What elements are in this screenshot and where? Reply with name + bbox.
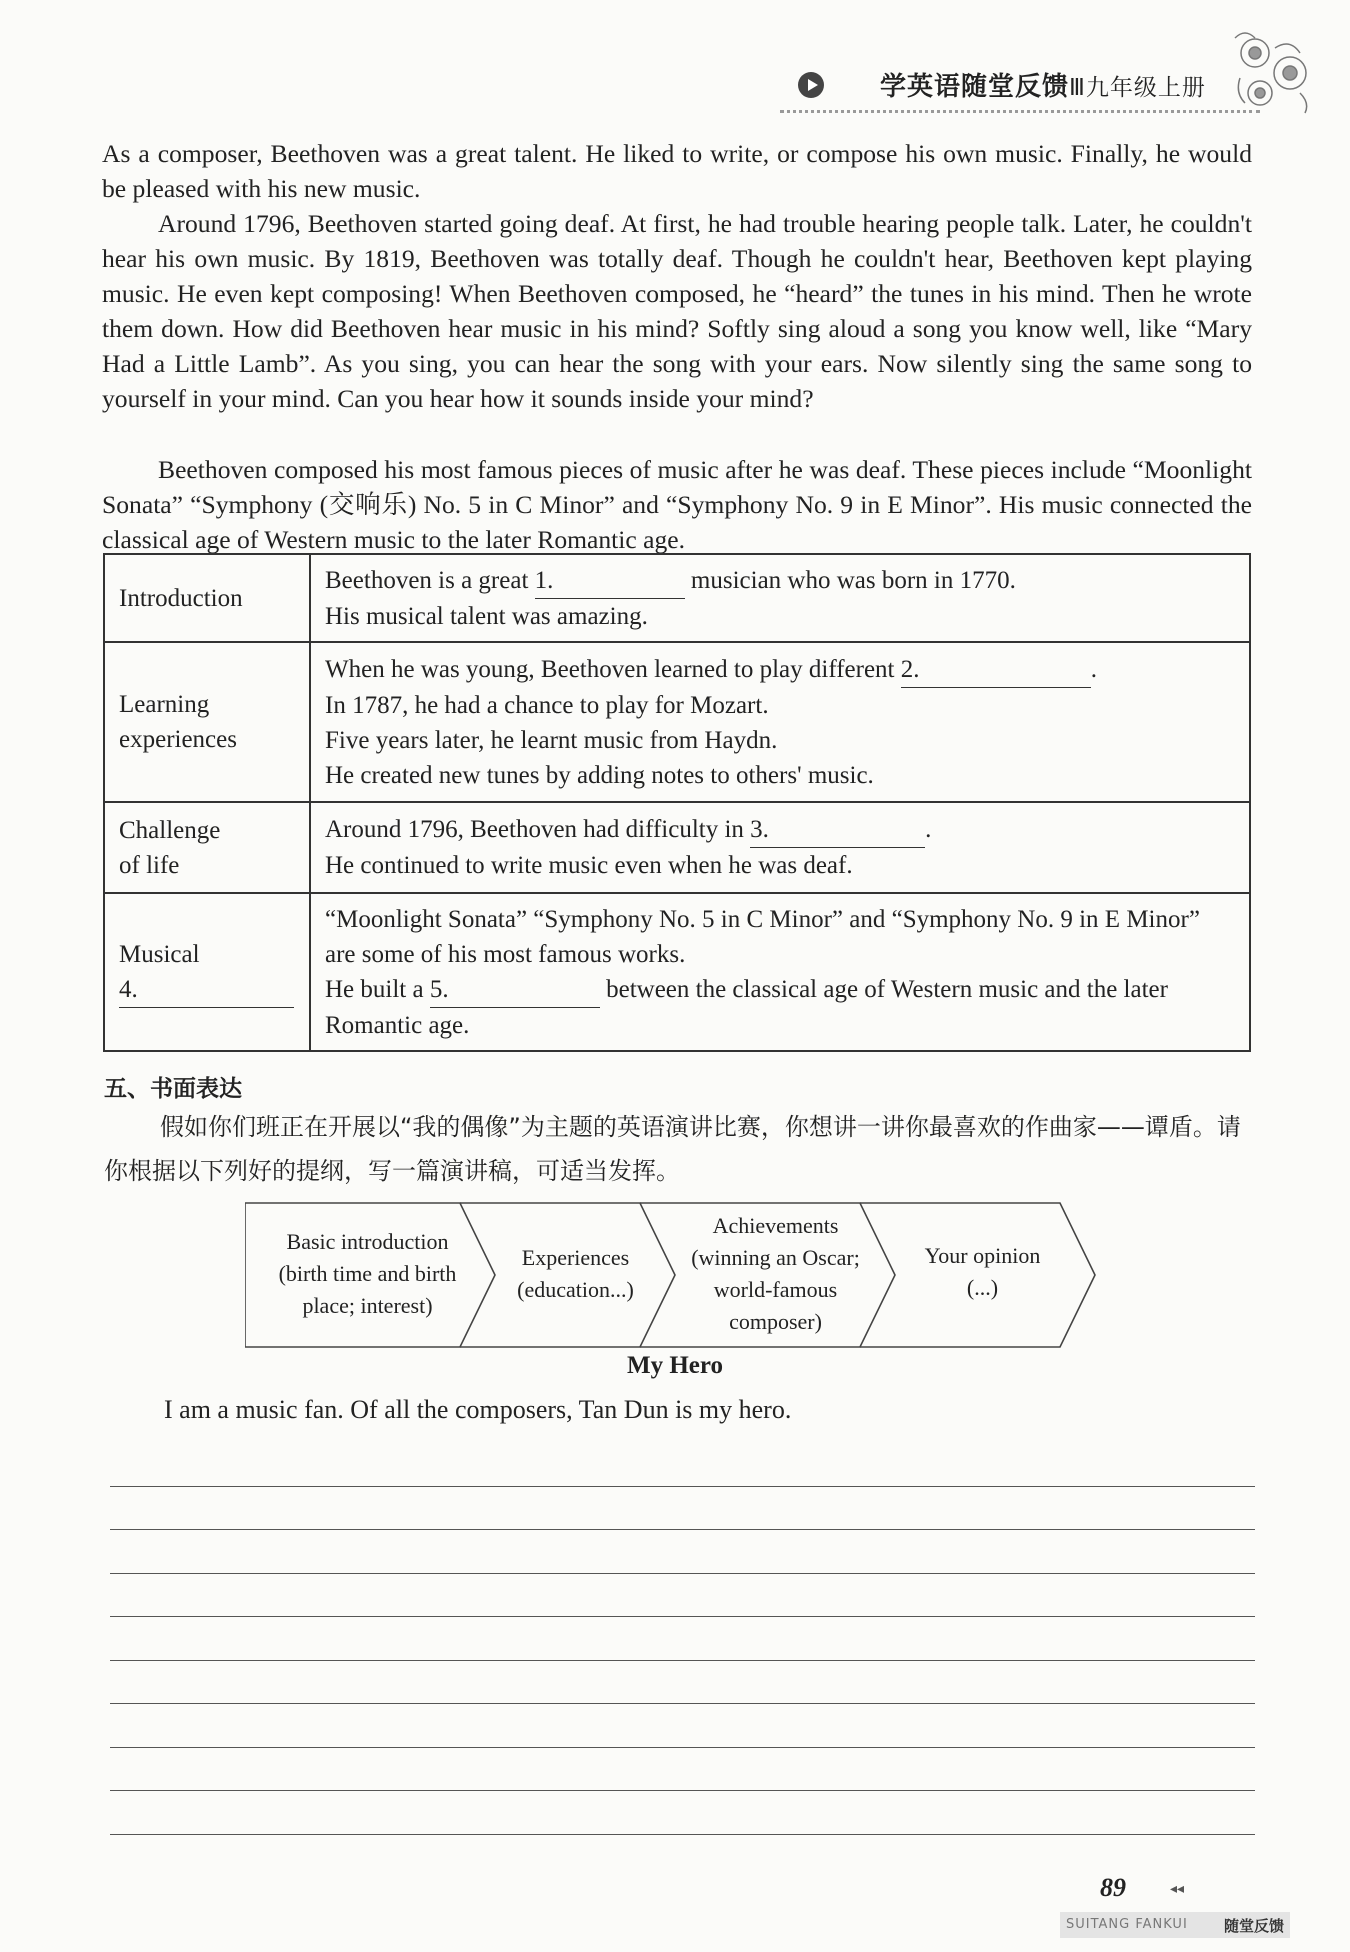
essay-opening-sentence: I am a music fan. Of all the composers, Tan Dun is my hero. [164, 1395, 792, 1424]
row-body-musical: “Moonlight Sonata” “Symphony No. 5 in C Minor” and “Symphony No. 9 in E Minor” are some of his most famous works. He built a 5. between the classical age of Western music and the later Romantic age. [310, 893, 1250, 1051]
passage-paragraph-1: As a composer, Beethoven was a great talent. He liked to write, or compose his own music. Finally, he would be pleased with his new music. [102, 139, 1252, 203]
table-row-musical [104, 893, 1250, 1051]
row-head-challenge: Challenge of life [104, 802, 310, 893]
row-head-introduction: Introduction [104, 554, 310, 642]
outline-step-3: Achievements (winning an Oscar; world-famous composer) [691, 1213, 860, 1334]
writing-line[interactable] [110, 1748, 1255, 1792]
section-title: 五、书面表达 [104, 1076, 242, 1102]
row-body-learning: When he was young, Beethoven learned to play different 2. . In 1787, he had a chance to play for Mozart. Five years later, he learnt music from Haydn. He created new tunes by adding notes to others' music. [310, 642, 1250, 802]
footer-brand-cn: 随堂反馈 [1223, 1917, 1284, 1935]
row-head-learning: Learning experiences [104, 642, 310, 802]
row-body-introduction: Beethoven is a great 1. musician who was born in 1770. His musical talent was amazing. [310, 554, 1250, 642]
writing-line[interactable] [110, 1661, 1255, 1705]
summary-table [103, 553, 1251, 1052]
blank-4[interactable]: 4. [119, 972, 294, 1008]
header-title: 学英语随堂反馈Ⅲ九年级上册 [880, 72, 1206, 102]
footer-brand-en: SUITANG FANKUI [1066, 1917, 1188, 1932]
outline-step-1: Basic introduction (birth time and birth place; interest) [278, 1229, 457, 1318]
outline-step-4: Your opinion (...) [924, 1243, 1041, 1300]
header-divider [780, 110, 1260, 113]
passage-paragraph-3: Beethoven composed his most famous pieces of music after he was deaf. These pieces include “Moonlight Sonata” “Symphony (交响乐) No. 5 in C Minor” and “Symphony No. 9 in E Minor”. His music connected the classical age of Western music to the later Romantic age. [102, 455, 1252, 554]
page-arrow-marks: ◂◂ [1170, 1882, 1185, 1897]
passage-paragraph-2: Around 1796, Beethoven started going deaf. At first, he had trouble hearing people talk. Later, he couldn't hear his own music. By 1819, Beethoven was totally deaf. Though he couldn't hear, Beethoven kept playing music. He even kept composing! When Beethoven composed, he “heard” the tunes in his mind. Then he wrote them down. How did Beethoven hear music in his mind? Softly sing aloud a song you know well, like “Mary Had a Little Lamb”. As you sing, you can hear the song with your ears. Now silently sing the same song to yourself in your mind. Can you hear how it sounds inside your mind? [102, 209, 1252, 413]
writing-task: 假如你们班正在开展以“我的偶像”为主题的英语演讲比赛，你想讲一讲你最喜欢的作曲家——谭盾。请你根据以下列好的提纲，写一篇演讲稿，可适当发挥。 [104, 1113, 1241, 1185]
page-number: 89 [1100, 1873, 1126, 1902]
writing-line[interactable] [110, 1617, 1255, 1661]
writing-line[interactable] [110, 1791, 1255, 1835]
writing-line[interactable] [110, 1530, 1255, 1574]
writing-line[interactable] [110, 1574, 1255, 1618]
writing-line[interactable] [110, 1443, 1255, 1487]
writing-line[interactable] [110, 1704, 1255, 1748]
play-icon [798, 72, 824, 98]
outline-step-2: Experiences (education...) [517, 1245, 634, 1302]
blank-2[interactable]: 2. [901, 652, 1091, 688]
row-head-musical: Musical 4. [104, 893, 310, 1051]
flower-decoration-icon [1215, 18, 1325, 128]
table-row-challenge [104, 802, 1250, 893]
writing-lines[interactable] [110, 1443, 1255, 1835]
table-row-learning [104, 642, 1250, 802]
writing-line[interactable] [110, 1487, 1255, 1531]
blank-3[interactable]: 3. [750, 812, 925, 848]
header-subtitle: Ⅲ九年级上册 [1069, 75, 1206, 101]
essay-title: My Hero [626, 1352, 724, 1379]
row-body-challenge: Around 1796, Beethoven had difficulty in 3. . He continued to write music even when he was deaf. [310, 802, 1250, 893]
blank-5[interactable]: 5. [430, 972, 600, 1008]
table-row-introduction [104, 554, 1250, 642]
footer-brand [1060, 1912, 1290, 1938]
blank-1[interactable]: 1. [535, 563, 685, 599]
